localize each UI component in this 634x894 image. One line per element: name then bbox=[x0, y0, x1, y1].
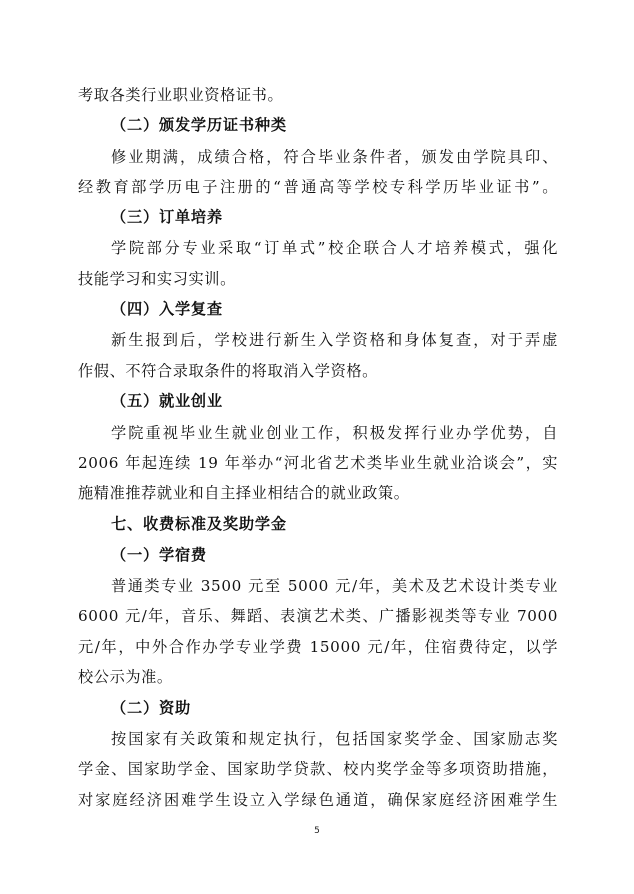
paragraph-line: 施精准推荐就业和自主择业相结合的就业政策。 bbox=[78, 484, 410, 502]
subheading-employment: （五）就业创业 bbox=[111, 392, 223, 410]
paragraph-line: 校公示为准。 bbox=[78, 668, 173, 686]
paragraph-line: 学院重视毕业生就业创业工作，积极发挥行业办学优势，自 bbox=[111, 424, 558, 442]
paragraph-line: 学院部分专业采取“订单式”校企联合人才培养模式，强化 bbox=[111, 239, 558, 257]
subheading-order-training: （三）订单培养 bbox=[111, 208, 223, 226]
paragraph-line: 学金、国家助学金、国家助学贷款、校内奖学金等多项资助措施， bbox=[78, 760, 558, 778]
paragraph-line: 元/年，中外合作办学专业学费 15000 元/年，住宿费待定，以学 bbox=[78, 638, 558, 656]
paragraph-line: 修业期满，成绩合格，符合毕业条件者，颁发由学院具印、 bbox=[111, 148, 558, 166]
section-heading-fees: 七、收费标准及奖助学金 bbox=[111, 515, 287, 533]
page-number: 5 bbox=[314, 826, 320, 836]
paragraph-line: 技能学习和实习实训。 bbox=[78, 270, 236, 288]
paragraph-line: 6000 元/年，音乐、舞蹈、表演艺术类、广播影视类等专业 7000 bbox=[78, 607, 558, 625]
subheading-tuition: （一）学宿费 bbox=[111, 546, 207, 564]
subheading-certificate-types: （二）颁发学历证书种类 bbox=[111, 116, 287, 134]
paragraph-line: 普通类专业 3500 元至 5000 元/年，美术及艺术设计类专业 bbox=[111, 577, 558, 595]
paragraph-line: 2006 年起连续 19 年举办“河北省艺术类毕业生就业洽谈会”，实 bbox=[78, 454, 558, 472]
subheading-admission-review: （四）入学复查 bbox=[111, 300, 223, 318]
paragraph-line: 作假、不符合录取条件的将取消入学资格。 bbox=[78, 362, 378, 380]
paragraph-line: 经教育部学历电子注册的“普通高等学校专科学历毕业证书”。 bbox=[78, 178, 558, 196]
paragraph-line: 考取各类行业职业资格证书。 bbox=[78, 86, 284, 104]
paragraph-line: 新生报到后，学校进行新生入学资格和身体复查，对于弄虚 bbox=[111, 331, 558, 349]
subheading-financial-aid: （二）资助 bbox=[111, 699, 191, 717]
paragraph-line: 按国家有关政策和规定执行，包括国家奖学金、国家励志奖 bbox=[111, 730, 558, 748]
paragraph-line: 对家庭经济困难学生设立入学绿色通道，确保家庭经济困难学生 bbox=[78, 791, 558, 809]
